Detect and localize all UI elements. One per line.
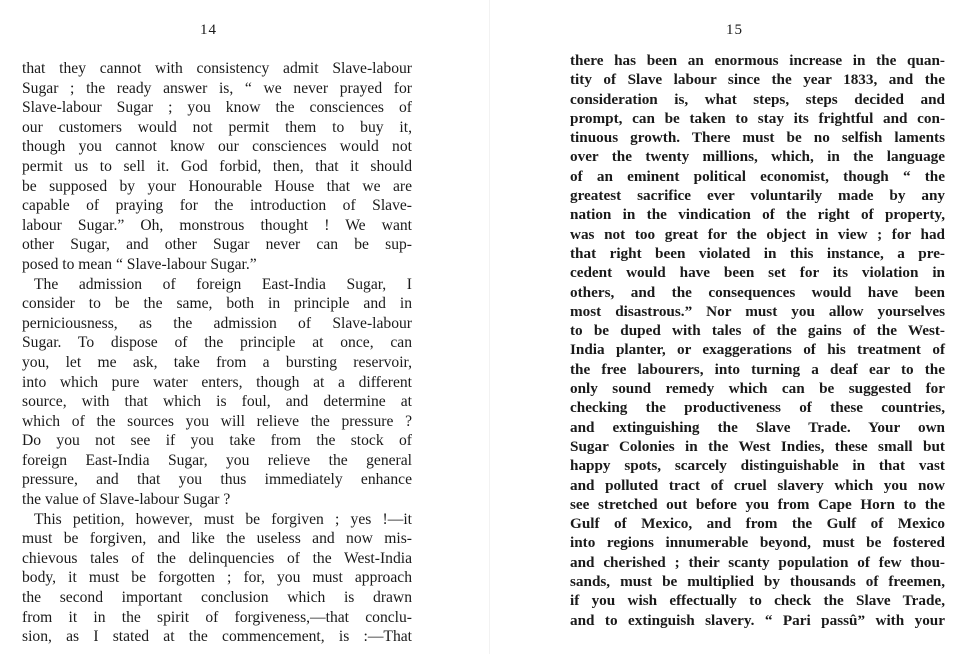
text-line: which of the sources you will relieve the pressure ? <box>22 412 412 430</box>
text-line: most disastrous.” Nor must you allow yourselves <box>570 302 945 320</box>
text-line: tity of Slave labour since the year 1833, and the <box>570 71 945 89</box>
text-line: checking the productiveness of these countries, <box>570 399 945 417</box>
text-line: you, let me ask, take from a bursting reservoir, <box>22 353 412 371</box>
text-line: must be forgiven, and like the useless and now mis- <box>22 530 412 548</box>
text-line: if you wish effectually to check the Slave Trade, <box>570 592 945 610</box>
text-line: and extinguishing the Slave Trade. Your own <box>570 418 945 436</box>
text-line: Slave-labour Sugar ; you know the consciences of <box>22 99 412 117</box>
text-line: that right been violated in this instance, a pre- <box>570 244 945 262</box>
left-page-text <box>22 59 412 647</box>
right-page-text <box>570 51 945 630</box>
text-line: Gulf of Mexico, and from the Gulf of Mexico <box>570 515 945 533</box>
text-line: that they cannot with consistency admit Slave-labour <box>22 60 412 77</box>
text-line: consideration is, what steps, steps decided and <box>570 90 945 108</box>
text-line: others, and the consequences would have been <box>570 283 945 301</box>
text-line: body, it must be forgotten ; for, you must approach <box>22 569 412 587</box>
text-line: capable of praying for the introduction of Slave- <box>22 197 412 215</box>
text-line: and to extinguish slavery. “ Pari passû” with your <box>570 611 945 629</box>
text-line: India planter, or exaggerations of his treatment of <box>570 341 945 359</box>
text-line: Sugar ; the ready answer is, “ we never prayed for <box>22 79 412 97</box>
text-line: prompt, can be taken to stay its frightful and con- <box>570 109 945 127</box>
text-line: to be duped with tales of the gains of the West- <box>570 322 945 340</box>
text-line: labour Sugar.” Oh, monstrous thought ! We want <box>22 216 412 234</box>
text-line: of an eminent political economist, though “ the <box>570 167 945 185</box>
text-line: happy spots, scarcely distinguishable in that vast <box>570 457 945 475</box>
text-line: posed to mean “ Slave-labour Sugar.” <box>22 255 257 273</box>
text-line: foreign East-India Sugar, you relieve the general <box>22 451 412 469</box>
text-line: and polluted tract of cruel slavery which you now <box>570 476 945 494</box>
text-line: cedent would have been set for its violation in <box>570 264 945 282</box>
text-line: only sound remedy which can be suggested for <box>570 380 945 398</box>
text-line: be supposed by your Honourable House that we are <box>22 177 412 195</box>
text-line: see stretched out before you from Cape Horn to the <box>570 495 945 513</box>
page-number-right: 15 <box>726 22 743 38</box>
text-line: The admission of foreign East-India Sugar, I <box>34 275 412 293</box>
right-page <box>490 0 980 654</box>
text-line: This petition, however, must be forgiven ; yes !—it <box>34 510 412 528</box>
page-number-left: 14 <box>200 22 217 38</box>
text-line: other Sugar, and other Sugar never can be sup- <box>22 236 412 254</box>
text-line: there has been an enormous increase in the quan- <box>570 52 945 69</box>
text-line: nation in the vindication of the right of property, <box>570 206 945 224</box>
text-line: source, with that which is foul, and determine at <box>22 393 412 411</box>
text-line: tinuous growth. There must be no selfish laments <box>570 129 945 147</box>
text-line: Sugar. To dispose of the principle at once, can <box>22 334 412 352</box>
text-line: though you cannot know our consciences would not <box>22 138 412 156</box>
text-line: and cherished ; their scanty population of few thou- <box>570 553 945 571</box>
text-line: Sugar Colonies in the West Indies, these small but <box>570 437 945 455</box>
text-line: perniciousness, as the admission of Slave-labour <box>22 314 412 332</box>
text-line: chievous tales of the delinquencies of the West-India <box>22 549 412 567</box>
text-line: the value of Slave-labour Sugar ? <box>22 491 231 509</box>
text-line: permit us to sell it. God forbid, then, that it should <box>22 157 412 175</box>
text-line: our customers would not permit them to buy it, <box>22 118 412 136</box>
text-line: Do you not see if you take from the stock of <box>22 432 412 450</box>
text-line: greatest sacrifice ever voluntarily made by any <box>570 187 945 205</box>
text-line: sands, must be multiplied by thousands of freemen, <box>570 573 945 591</box>
text-line: over the twenty millions, which, in the language <box>570 148 945 166</box>
text-line: was not too great for the object in view ; for had <box>570 225 945 243</box>
text-line: the free labourers, into turning a deaf ear to the <box>570 360 945 378</box>
text-line: sion, as I stated at the commencement, is :—That <box>22 628 412 646</box>
text-line: consider to be the same, both in principle and in <box>22 295 412 313</box>
text-line: the second important conclusion which is drawn <box>22 589 412 607</box>
text-line: into which pure water enters, though at a different <box>22 373 412 391</box>
text-line: pressure, and that you thus immediately enhance <box>22 471 412 489</box>
text-line: into regions innumerable beyond, must be fostered <box>570 534 945 552</box>
text-line: from it in the spirit of forgiveness,—that conclu- <box>22 608 412 626</box>
